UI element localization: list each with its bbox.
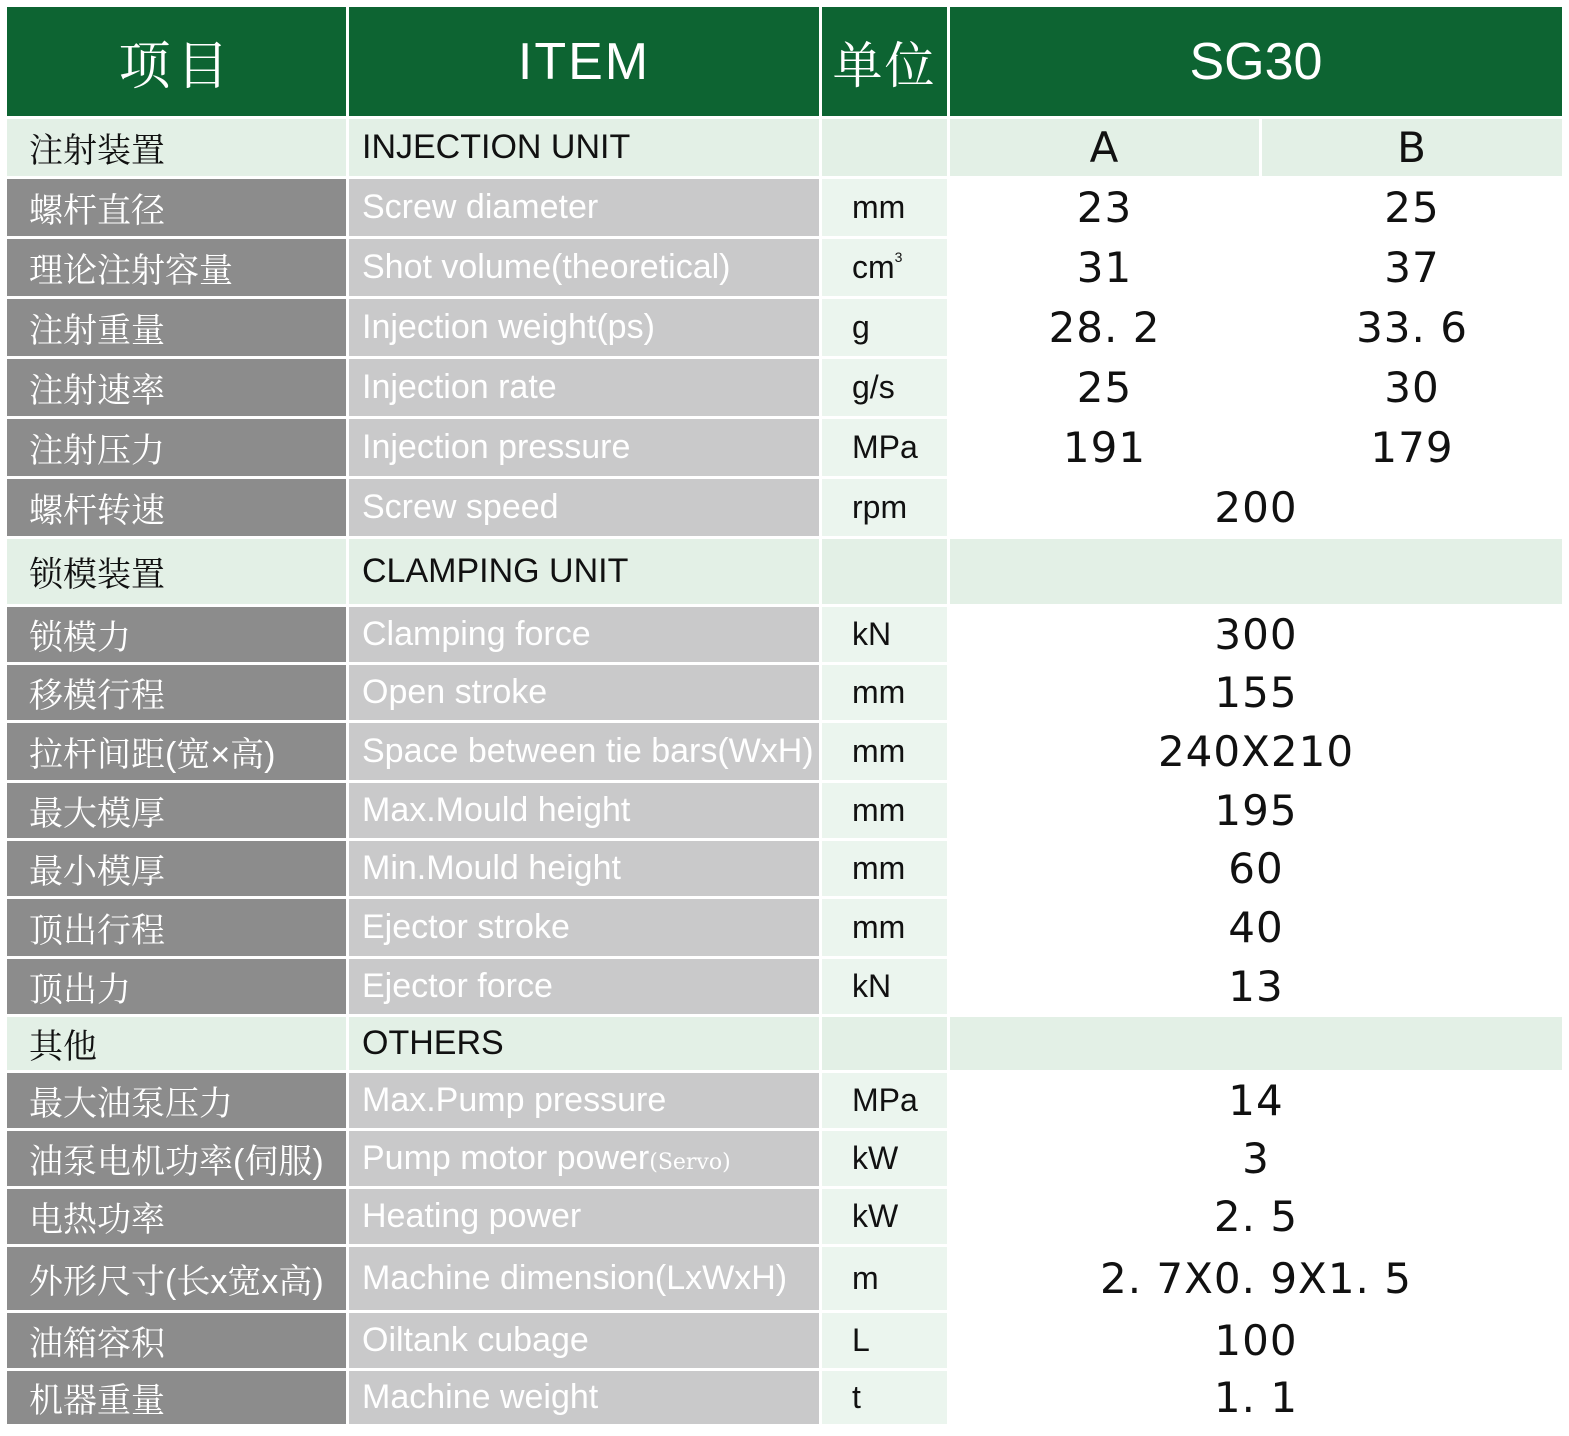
item-en-text: Screw speed bbox=[362, 488, 559, 526]
unit bbox=[822, 359, 950, 419]
unit-text: mm bbox=[852, 189, 906, 225]
item-en-text: Open stroke bbox=[362, 673, 548, 711]
unit-text: g bbox=[852, 309, 870, 345]
item-cn: 最大油泵压力 bbox=[7, 1073, 349, 1131]
unit bbox=[822, 665, 950, 723]
subheader-b: B bbox=[1262, 119, 1565, 179]
item-cn: 注射速率 bbox=[7, 359, 349, 419]
value-b: 179 bbox=[1262, 419, 1565, 479]
item-cn: 顶出行程 bbox=[7, 899, 349, 959]
value-b: 37 bbox=[1262, 239, 1565, 299]
unit-text: kN bbox=[852, 616, 892, 652]
item-cn: 油泵电机功率(伺服) bbox=[7, 1131, 349, 1189]
item-en bbox=[349, 959, 822, 1017]
value: 200 bbox=[950, 479, 1565, 539]
section-title-en: OTHERS bbox=[349, 1017, 822, 1073]
item-cn: 电热功率 bbox=[7, 1189, 349, 1247]
item-en bbox=[349, 359, 822, 419]
table-row bbox=[7, 1189, 1565, 1247]
value: 240X210 bbox=[950, 723, 1565, 783]
unit-text: rpm bbox=[852, 489, 908, 525]
unit bbox=[822, 783, 950, 841]
unit bbox=[822, 841, 950, 899]
header-item-en: ITEM bbox=[349, 7, 822, 119]
item-en bbox=[349, 1189, 822, 1247]
unit-text: t bbox=[852, 1379, 861, 1415]
unit bbox=[822, 1371, 950, 1427]
section-unit bbox=[822, 119, 950, 179]
item-en bbox=[349, 783, 822, 841]
table-row bbox=[7, 299, 1565, 359]
value-b: 33. 6 bbox=[1262, 299, 1565, 359]
item-cn: 移模行程 bbox=[7, 665, 349, 723]
value-a: 25 bbox=[950, 359, 1262, 419]
item-cn: 机器重量 bbox=[7, 1371, 349, 1427]
spec-table bbox=[7, 7, 1565, 1427]
value-a: 28. 2 bbox=[950, 299, 1262, 359]
item-en bbox=[349, 899, 822, 959]
unit-text: kW bbox=[852, 1140, 899, 1176]
item-cn: 最大模厚 bbox=[7, 783, 349, 841]
table-row bbox=[7, 1313, 1565, 1371]
value: 100 bbox=[950, 1313, 1565, 1371]
item-cn: 外形尺寸(长x宽x高) bbox=[7, 1247, 349, 1313]
table-row bbox=[7, 723, 1565, 783]
value: 2. 5 bbox=[950, 1189, 1565, 1247]
value: 14 bbox=[950, 1073, 1565, 1131]
item-cn: 油箱容积 bbox=[7, 1313, 349, 1371]
item-cn: 理论注射容量 bbox=[7, 239, 349, 299]
item-en-text: Ejector stroke bbox=[362, 908, 570, 946]
item-en bbox=[349, 665, 822, 723]
item-en bbox=[349, 723, 822, 783]
value: 300 bbox=[950, 607, 1565, 665]
item-en-text: Shot volume(theoretical) bbox=[362, 248, 731, 286]
table-row bbox=[7, 1073, 1565, 1131]
section-row bbox=[7, 539, 1565, 607]
unit bbox=[822, 1189, 950, 1247]
table-row bbox=[7, 359, 1565, 419]
unit-text: cm bbox=[852, 249, 895, 285]
item-en-text: Clamping force bbox=[362, 615, 591, 653]
header-model: SG30 bbox=[950, 7, 1565, 119]
table-row bbox=[7, 899, 1565, 959]
section-title-cn: 注射装置 bbox=[7, 119, 349, 179]
value-b: 30 bbox=[1262, 359, 1565, 419]
header-row bbox=[7, 7, 1565, 119]
item-en-text: Screw diameter bbox=[362, 188, 599, 226]
unit bbox=[822, 179, 950, 239]
value: 2. 7X0. 9X1. 5 bbox=[950, 1247, 1565, 1313]
header-unit: 单位 bbox=[822, 7, 950, 119]
item-en bbox=[349, 1131, 822, 1189]
table-row bbox=[7, 419, 1565, 479]
section-title-cn: 其他 bbox=[7, 1017, 349, 1073]
item-en bbox=[349, 1073, 822, 1131]
unit bbox=[822, 479, 950, 539]
item-en-text: Heating power bbox=[362, 1197, 582, 1235]
section-row bbox=[7, 119, 1565, 179]
item-en bbox=[349, 841, 822, 899]
table-row bbox=[7, 239, 1565, 299]
item-en-text: Injection rate bbox=[362, 368, 557, 406]
item-en-text: Max.Mould height bbox=[362, 791, 631, 829]
section-title-cn: 锁模装置 bbox=[7, 539, 349, 607]
unit-text: mm bbox=[852, 850, 906, 886]
unit-superscript: 3 bbox=[894, 249, 903, 265]
unit bbox=[822, 899, 950, 959]
unit bbox=[822, 1131, 950, 1189]
item-en bbox=[349, 419, 822, 479]
unit bbox=[822, 239, 950, 299]
unit bbox=[822, 419, 950, 479]
value-a: 191 bbox=[950, 419, 1262, 479]
unit-text: mm bbox=[852, 792, 906, 828]
item-cn: 螺杆转速 bbox=[7, 479, 349, 539]
item-en-text: Pump motor power bbox=[362, 1139, 650, 1177]
table-row bbox=[7, 783, 1565, 841]
item-en bbox=[349, 1371, 822, 1427]
item-cn: 顶出力 bbox=[7, 959, 349, 1017]
item-cn: 注射压力 bbox=[7, 419, 349, 479]
value: 1. 1 bbox=[950, 1371, 1565, 1427]
unit-text: mm bbox=[852, 674, 906, 710]
section-value bbox=[950, 539, 1565, 607]
unit bbox=[822, 1313, 950, 1371]
table-row bbox=[7, 1371, 1565, 1427]
value: 13 bbox=[950, 959, 1565, 1017]
section-title-en: INJECTION UNIT bbox=[349, 119, 822, 179]
table-row bbox=[7, 959, 1565, 1017]
value: 60 bbox=[950, 841, 1565, 899]
item-en bbox=[349, 1313, 822, 1371]
item-en-text: Machine dimension(LxWxH) bbox=[362, 1259, 788, 1297]
item-en bbox=[349, 607, 822, 665]
section-row bbox=[7, 1017, 1565, 1073]
unit-text: m bbox=[852, 1260, 879, 1296]
item-cn: 锁模力 bbox=[7, 607, 349, 665]
table-row bbox=[7, 1247, 1565, 1313]
item-en bbox=[349, 239, 822, 299]
table-row bbox=[7, 665, 1565, 723]
unit-text: mm bbox=[852, 909, 906, 945]
unit-text: MPa bbox=[852, 1082, 918, 1118]
table-row bbox=[7, 479, 1565, 539]
unit bbox=[822, 959, 950, 1017]
table-row bbox=[7, 607, 1565, 665]
value-b: 25 bbox=[1262, 179, 1565, 239]
section-unit bbox=[822, 539, 950, 607]
item-cn: 最小模厚 bbox=[7, 841, 349, 899]
item-cn: 螺杆直径 bbox=[7, 179, 349, 239]
item-en-text: Oiltank cubage bbox=[362, 1321, 589, 1359]
item-en bbox=[349, 1247, 822, 1313]
table-row bbox=[7, 179, 1565, 239]
unit-text: L bbox=[852, 1322, 870, 1358]
item-en-text: Min.Mould height bbox=[362, 849, 621, 887]
item-cn: 拉杆间距(宽×高) bbox=[7, 723, 349, 783]
unit-text: MPa bbox=[852, 429, 918, 465]
section-unit bbox=[822, 1017, 950, 1073]
item-en-text: Machine weight bbox=[362, 1378, 599, 1416]
value: 40 bbox=[950, 899, 1565, 959]
unit-text: mm bbox=[852, 733, 906, 769]
section-title-en: CLAMPING UNIT bbox=[349, 539, 822, 607]
subheader-a: A bbox=[950, 119, 1262, 179]
unit bbox=[822, 607, 950, 665]
item-en-text: Injection weight(ps) bbox=[362, 308, 655, 346]
item-en-text: Max.Pump pressure bbox=[362, 1081, 667, 1119]
spec-body bbox=[7, 119, 1565, 1427]
header-item-cn: 项目 bbox=[7, 7, 349, 119]
item-en-note: (Servo) bbox=[649, 1150, 731, 1175]
value: 155 bbox=[950, 665, 1565, 723]
item-en bbox=[349, 179, 822, 239]
item-en-text: Injection pressure bbox=[362, 428, 631, 466]
item-en-text: Ejector force bbox=[362, 967, 553, 1005]
unit-text: kW bbox=[852, 1198, 899, 1234]
item-cn: 注射重量 bbox=[7, 299, 349, 359]
item-en bbox=[349, 299, 822, 359]
unit-text: g/s bbox=[852, 369, 895, 405]
section-value bbox=[950, 1017, 1565, 1073]
unit bbox=[822, 723, 950, 783]
table-row bbox=[7, 1131, 1565, 1189]
table-row bbox=[7, 841, 1565, 899]
unit bbox=[822, 1247, 950, 1313]
unit bbox=[822, 299, 950, 359]
value-a: 31 bbox=[950, 239, 1262, 299]
value: 3 bbox=[950, 1131, 1565, 1189]
value: 195 bbox=[950, 783, 1565, 841]
unit-text: kN bbox=[852, 968, 892, 1004]
item-en-text: Space between tie bars(WxH) bbox=[362, 732, 814, 770]
item-en bbox=[349, 479, 822, 539]
unit bbox=[822, 1073, 950, 1131]
value-a: 23 bbox=[950, 179, 1262, 239]
